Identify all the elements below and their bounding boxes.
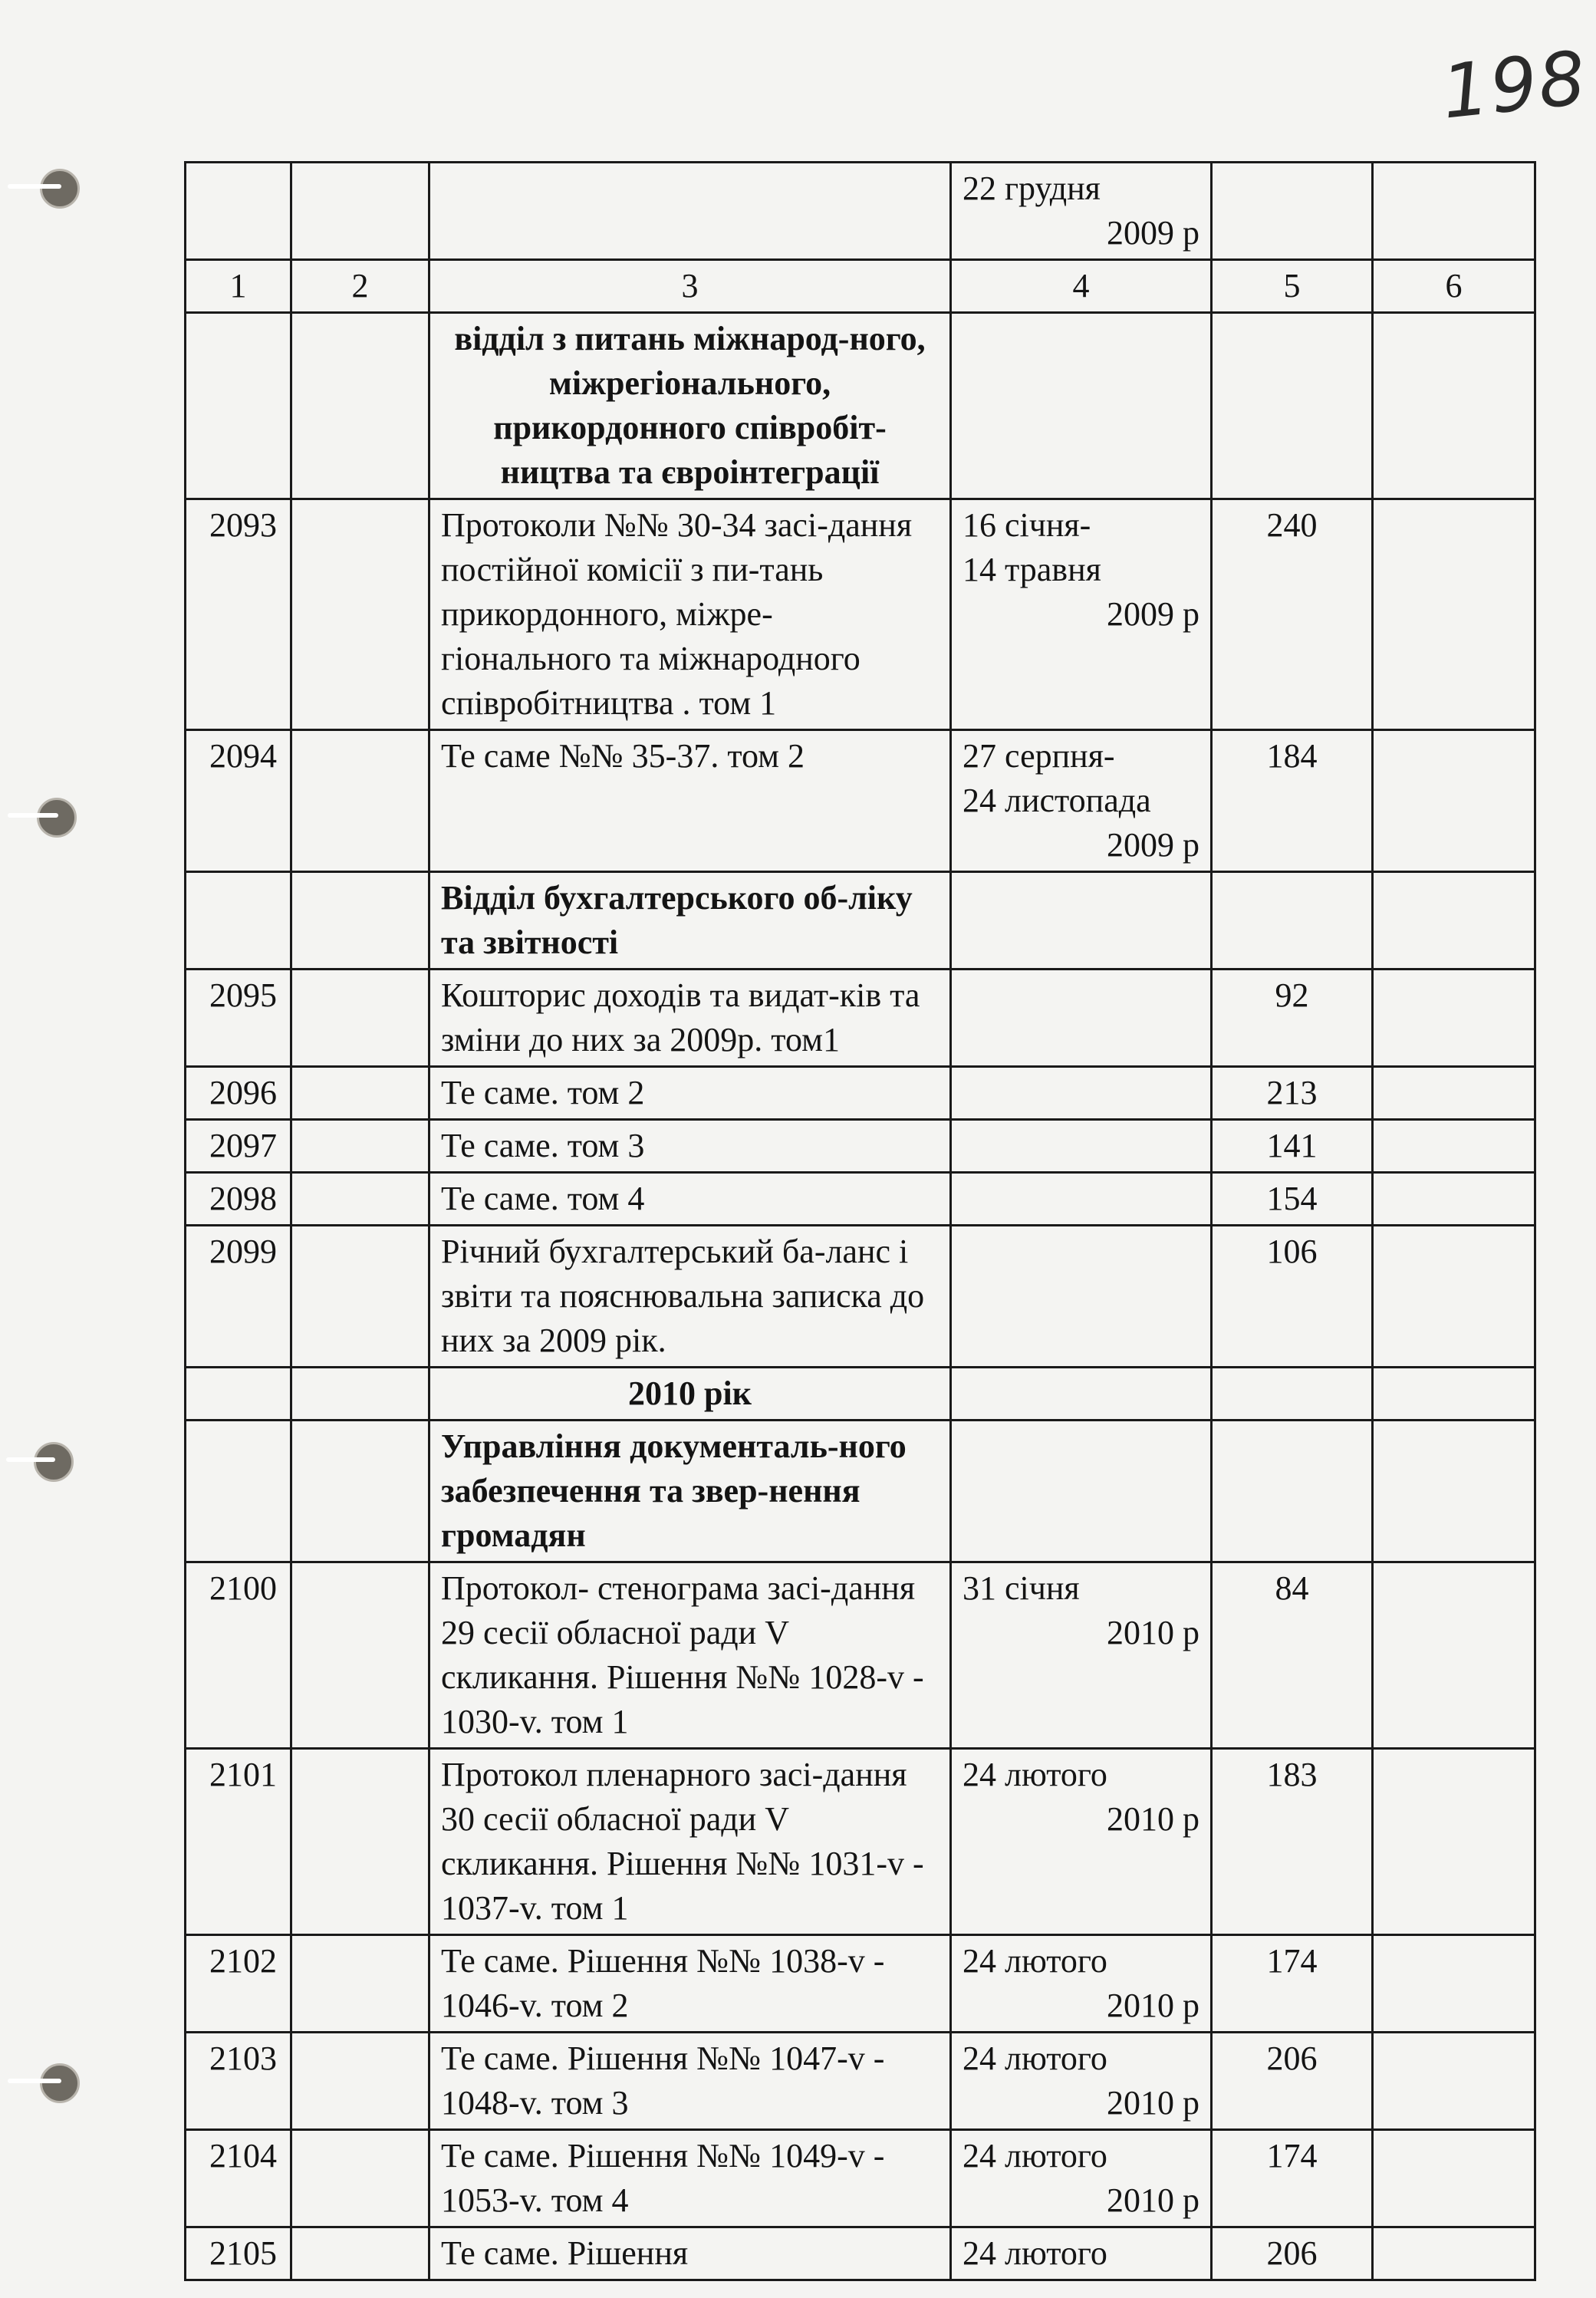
column-header: 4 [951, 260, 1212, 313]
cell-empty [1373, 2033, 1535, 2130]
date-text: 27 серпня- [963, 737, 1115, 775]
table-row [186, 1562, 1535, 1749]
cell-empty [1373, 730, 1535, 872]
cell-empty [291, 313, 429, 499]
section-heading: Управління документаль-ного забезпечення та звер-нення громадян [429, 1421, 951, 1562]
cell-empty [1373, 2130, 1535, 2227]
cell-empty [951, 1226, 1212, 1368]
sheet-count: 240 [1212, 499, 1373, 730]
cell-empty [951, 1120, 1212, 1173]
record-number: 2102 [186, 1935, 291, 2033]
record-title: Те саме №№ 35-37. том 2 [429, 730, 951, 872]
binding-hole-1 [40, 169, 80, 209]
cell-empty [1373, 970, 1535, 1067]
record-title: Річний бухгалтерський ба-ланс і звіти та пояснювальна записка до них за 2009 рік. [429, 1226, 951, 1368]
column-header: 6 [1373, 260, 1535, 313]
record-number: 2096 [186, 1067, 291, 1120]
date-text: 24 лютого [963, 2137, 1107, 2175]
cell-empty [1373, 1173, 1535, 1226]
table-row [186, 2227, 1535, 2280]
date-year: 2009 р [1107, 595, 1199, 633]
column-header-row [186, 260, 1535, 313]
date-text: 31 січня [963, 1569, 1080, 1607]
table-row [186, 2033, 1535, 2130]
date-cell [951, 499, 1212, 730]
section-row [186, 313, 1535, 499]
column-header: 3 [429, 260, 951, 313]
record-title: Те саме. том 3 [429, 1120, 951, 1173]
sheet-count: 84 [1212, 1562, 1373, 1749]
table-row [186, 730, 1535, 872]
date-text: 24 лютого [963, 2040, 1107, 2077]
date-cell [951, 1562, 1212, 1749]
cell-empty [1373, 2227, 1535, 2280]
cell-empty [1212, 163, 1373, 260]
date-year: 2010 р [1107, 1614, 1199, 1651]
date-cell [951, 1935, 1212, 2033]
cell-empty [186, 313, 291, 499]
record-title: Протокол пленарного засі-дання 30 сесії обласної ради V скликання. Рішення №№ 1031-v - 1037-v. том 1 [429, 1749, 951, 1935]
record-title: Те саме. Рішення №№ 1047-v - 1048-v. том 3 [429, 2033, 951, 2130]
cell-empty [951, 1173, 1212, 1226]
section-heading: відділ з питань міжнарод-ного, міжрегіонального, прикордонного співробіт-ництва та євроінтеграції [429, 313, 951, 499]
binding-hole-3 [34, 1442, 74, 1482]
cell-empty [291, 499, 429, 730]
date-text: 24 лютого [963, 2234, 1107, 2272]
cell-empty [1212, 872, 1373, 970]
cell-empty [291, 1562, 429, 1749]
binding-thread-4 [8, 2079, 61, 2083]
cell-empty [1373, 1421, 1535, 1562]
record-number: 2105 [186, 2227, 291, 2280]
cell-empty [1373, 163, 1535, 260]
record-number: 2101 [186, 1749, 291, 1935]
record-number: 2098 [186, 1173, 291, 1226]
sheet-count: 92 [1212, 970, 1373, 1067]
sheet-count: 184 [1212, 730, 1373, 872]
cell-empty [1373, 1226, 1535, 1368]
year-heading: 2010 рік [429, 1368, 951, 1421]
table-row [186, 1120, 1535, 1173]
binding-hole-2 [37, 798, 77, 838]
cell-empty [429, 163, 951, 260]
cell-empty [186, 1421, 291, 1562]
date-cell [951, 163, 1212, 260]
sheet-count: 154 [1212, 1173, 1373, 1226]
cell-empty [186, 1368, 291, 1421]
cell-empty [1373, 872, 1535, 970]
sheet-count: 174 [1212, 2130, 1373, 2227]
cell-empty [291, 872, 429, 970]
cell-empty [291, 1368, 429, 1421]
record-title: Те саме. Рішення №№ 1038-v - 1046-v. том 2 [429, 1935, 951, 2033]
cell-empty [1212, 1421, 1373, 1562]
record-number: 2094 [186, 730, 291, 872]
date-cell [951, 2227, 1212, 2280]
section-row [186, 1421, 1535, 1562]
column-header: 2 [291, 260, 429, 313]
date-year: 2010 р [1107, 2084, 1199, 2122]
record-title: Те саме. Рішення №№ 1049-v - 1053-v. том 4 [429, 2130, 951, 2227]
cell-empty [951, 1067, 1212, 1120]
table-row [186, 1226, 1535, 1368]
cell-empty [1373, 1120, 1535, 1173]
cell-empty [1212, 313, 1373, 499]
cell-empty [951, 872, 1212, 970]
archive-inventory-table [184, 161, 1536, 2281]
binding-thread-2 [8, 813, 58, 818]
date-text: 24 лютого [963, 1942, 1107, 1980]
record-title: Протоколи №№ 30-34 засі-дання постійної комісії з пи-тань прикордонного, міжре-гіонального та міжнародного співробітництва . том 1 [429, 499, 951, 730]
date-cell [951, 2130, 1212, 2227]
sheet-count: 106 [1212, 1226, 1373, 1368]
cell-empty [291, 970, 429, 1067]
cell-empty [186, 163, 291, 260]
table-row [186, 499, 1535, 730]
sheet-count: 141 [1212, 1120, 1373, 1173]
record-number: 2095 [186, 970, 291, 1067]
cell-empty [1212, 1368, 1373, 1421]
section-heading: Відділ бухгалтерського об-ліку та звітності [429, 872, 951, 970]
sheet-count: 174 [1212, 1935, 1373, 2033]
cell-empty [291, 1173, 429, 1226]
table-row [186, 1749, 1535, 1935]
date-text: 22 грудня [963, 170, 1101, 207]
table-row [186, 1935, 1535, 2033]
cell-empty [951, 1368, 1212, 1421]
cell-empty [291, 1935, 429, 2033]
section-row [186, 1368, 1535, 1421]
cell-empty [291, 163, 429, 260]
record-number: 2103 [186, 2033, 291, 2130]
record-title: Те саме. том 4 [429, 1173, 951, 1226]
date-year: 2009 р [1107, 826, 1199, 864]
cell-empty [951, 313, 1212, 499]
record-title: Те саме. Рішення [429, 2227, 951, 2280]
date-text: 14 травня [963, 551, 1101, 588]
binding-thread-3 [6, 1457, 55, 1462]
cell-empty [291, 2130, 429, 2227]
date-text: 24 листопада [963, 782, 1151, 819]
date-cell [951, 2033, 1212, 2130]
cell-empty [1373, 499, 1535, 730]
cell-empty [1373, 1935, 1535, 2033]
binding-thread-1 [8, 184, 61, 189]
record-number: 2099 [186, 1226, 291, 1368]
column-header: 5 [1212, 260, 1373, 313]
sheet-count: 206 [1212, 2033, 1373, 2130]
continuation-row [186, 163, 1535, 260]
binding-hole-4 [40, 2063, 80, 2103]
cell-empty [1373, 1562, 1535, 1749]
table-row [186, 1067, 1535, 1120]
section-row [186, 872, 1535, 970]
date-year: 2009 р [1107, 214, 1199, 252]
cell-empty [1373, 1749, 1535, 1935]
record-title: Кошторис доходів та видат-ків та зміни до них за 2009р. том1 [429, 970, 951, 1067]
table-row [186, 970, 1535, 1067]
cell-empty [951, 1421, 1212, 1562]
cell-empty [291, 1421, 429, 1562]
date-text: 24 лютого [963, 1756, 1107, 1793]
record-number: 2093 [186, 499, 291, 730]
cell-empty [951, 970, 1212, 1067]
date-cell [951, 1749, 1212, 1935]
table-row [186, 2130, 1535, 2227]
cell-empty [291, 2227, 429, 2280]
table-row [186, 1173, 1535, 1226]
sheet-count: 206 [1212, 2227, 1373, 2280]
cell-empty [186, 872, 291, 970]
cell-empty [1373, 1368, 1535, 1421]
date-cell [951, 730, 1212, 872]
cell-empty [1373, 1067, 1535, 1120]
record-number: 2100 [186, 1562, 291, 1749]
date-year: 2010 р [1107, 1987, 1199, 2024]
cell-empty [291, 730, 429, 872]
page-number: 198 [1437, 35, 1591, 136]
date-year: 2010 р [1107, 1800, 1199, 1838]
record-number: 2104 [186, 2130, 291, 2227]
cell-empty [291, 1120, 429, 1173]
cell-empty [291, 1226, 429, 1368]
record-title: Те саме. том 2 [429, 1067, 951, 1120]
cell-empty [291, 2033, 429, 2130]
sheet-count: 213 [1212, 1067, 1373, 1120]
cell-empty [291, 1067, 429, 1120]
sheet-count: 183 [1212, 1749, 1373, 1935]
column-header: 1 [186, 260, 291, 313]
cell-empty [291, 1749, 429, 1935]
date-year: 2010 р [1107, 2181, 1199, 2219]
cell-empty [1373, 313, 1535, 499]
record-title: Протокол- стенограма засі-дання 29 сесії обласної ради V скликання. Рішення №№ 1028-v - 1030-v. том 1 [429, 1562, 951, 1749]
record-number: 2097 [186, 1120, 291, 1173]
date-text: 16 січня- [963, 506, 1091, 544]
